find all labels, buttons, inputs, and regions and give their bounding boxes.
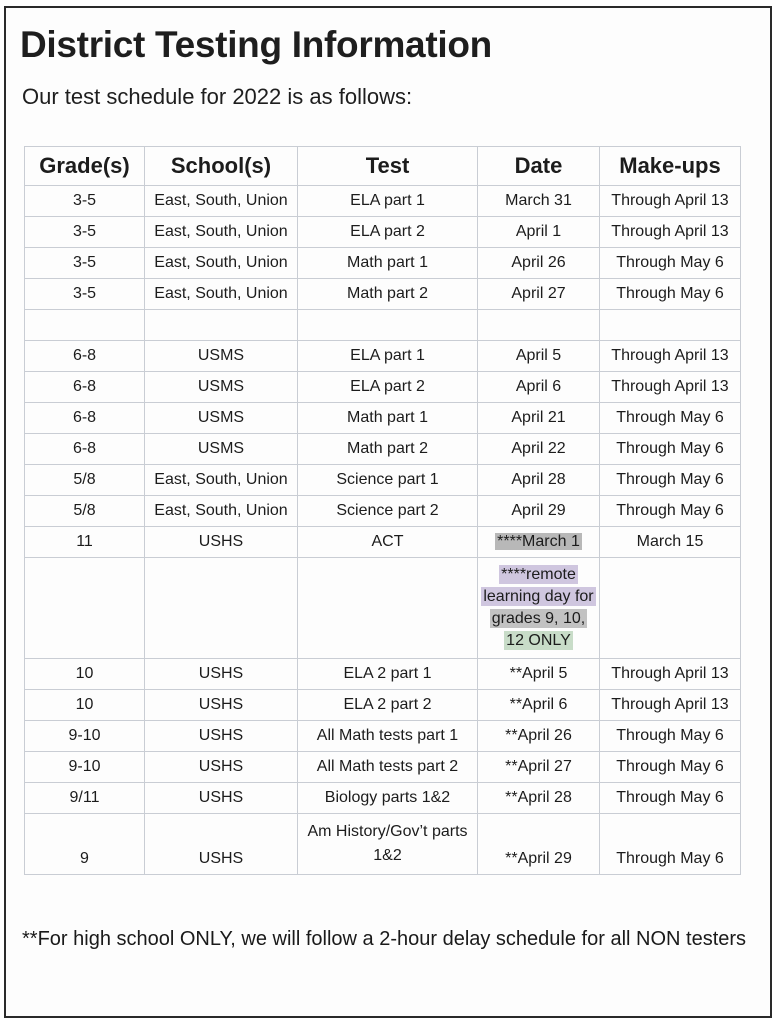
table-row xyxy=(25,752,741,783)
cell-test: ELA 2 part 2 xyxy=(298,690,478,721)
header-schools: School(s) xyxy=(145,147,298,186)
cell-makeups: Through May 6 xyxy=(600,248,741,279)
cell-grade: 9 xyxy=(25,814,145,875)
cell-makeups: Through April 13 xyxy=(600,217,741,248)
header-makeups: Make-ups xyxy=(600,147,741,186)
cell-date: **April 27 xyxy=(478,752,600,783)
cell-test: Science part 2 xyxy=(298,496,478,527)
middle-school-rows xyxy=(25,341,741,527)
cell-date: March 31 xyxy=(478,186,600,217)
cell-date: April 6 xyxy=(478,372,600,403)
cell-makeups: Through April 13 xyxy=(600,186,741,217)
cell-grade: 5/8 xyxy=(25,496,145,527)
cell-grade: 6-8 xyxy=(25,341,145,372)
cell-test: All Math tests part 1 xyxy=(298,721,478,752)
cell-grade: 10 xyxy=(25,659,145,690)
cell-grade: 9/11 xyxy=(25,783,145,814)
cell-makeups: Through April 13 xyxy=(600,372,741,403)
table-row xyxy=(25,721,741,752)
header-test: Test xyxy=(298,147,478,186)
cell-school: USHS xyxy=(145,783,298,814)
cell-makeups: Through May 6 xyxy=(600,814,741,875)
cell-test: ELA 2 part 1 xyxy=(298,659,478,690)
table-row xyxy=(25,527,741,558)
cell-makeups: Through May 6 xyxy=(600,279,741,310)
cell-school: USMS xyxy=(145,403,298,434)
cell-school: USHS xyxy=(145,814,298,875)
cell-grade: 9-10 xyxy=(25,721,145,752)
table-row xyxy=(25,690,741,721)
cell-test: All Math tests part 2 xyxy=(298,752,478,783)
note-line: grades 9, 10, xyxy=(491,610,586,627)
cell-grade: 3-5 xyxy=(25,217,145,248)
cell-school: USHS xyxy=(145,659,298,690)
cell-school: USMS xyxy=(145,434,298,465)
cell-test: Am History/Gov’t parts 1&2 xyxy=(298,814,478,875)
cell-test: ELA part 1 xyxy=(298,186,478,217)
spacer-row xyxy=(25,310,741,341)
act-date-highlight: ****March 1 xyxy=(497,533,580,550)
cell-makeups: Through May 6 xyxy=(600,496,741,527)
cell-test: ELA part 2 xyxy=(298,372,478,403)
note-line: learning day for xyxy=(483,588,594,605)
cell-makeups: Through May 6 xyxy=(600,783,741,814)
remote-learning-note xyxy=(478,558,600,659)
cell-test: ELA part 2 xyxy=(298,217,478,248)
cell-grade: 3-5 xyxy=(25,248,145,279)
table-row xyxy=(25,434,741,465)
header-grades: Grade(s) xyxy=(25,147,145,186)
elementary-rows xyxy=(25,186,741,310)
note-line: 12 ONLY xyxy=(506,632,571,649)
cell-makeups: Through April 13 xyxy=(600,690,741,721)
table-row xyxy=(25,496,741,527)
cell-school: USHS xyxy=(145,752,298,783)
cell-makeups: Through April 13 xyxy=(600,659,741,690)
header-date: Date xyxy=(478,147,600,186)
cell-grade: 3-5 xyxy=(25,279,145,310)
cell-grade: 5/8 xyxy=(25,465,145,496)
cell-grade: 3-5 xyxy=(25,186,145,217)
table-row xyxy=(25,341,741,372)
cell-date xyxy=(478,527,600,558)
cell-school: East, South, Union xyxy=(145,279,298,310)
cell-grade: 6-8 xyxy=(25,403,145,434)
footnote: **For high school ONLY, we will follow a 2-hour delay schedule for all NON testers xyxy=(22,928,747,950)
cell-grade: 10 xyxy=(25,690,145,721)
cell-school: East, South, Union xyxy=(145,465,298,496)
table-row xyxy=(25,814,741,875)
cell-makeups: Through May 6 xyxy=(600,752,741,783)
cell-school: USMS xyxy=(145,372,298,403)
cell-test: Math part 2 xyxy=(298,279,478,310)
table-row xyxy=(25,465,741,496)
cell-school: East, South, Union xyxy=(145,248,298,279)
table-row xyxy=(25,403,741,434)
cell-grade: 11 xyxy=(25,527,145,558)
table-row xyxy=(25,659,741,690)
cell-date: April 27 xyxy=(478,279,600,310)
cell-school: East, South, Union xyxy=(145,186,298,217)
table-header-row xyxy=(25,147,741,186)
cell-date: **April 6 xyxy=(478,690,600,721)
table-row xyxy=(25,186,741,217)
cell-grade: 9-10 xyxy=(25,752,145,783)
cell-date: April 29 xyxy=(478,496,600,527)
cell-test: Science part 1 xyxy=(298,465,478,496)
cell-makeups: Through May 6 xyxy=(600,403,741,434)
cell-makeups: Through May 6 xyxy=(600,721,741,752)
page-subtitle: Our test schedule for 2022 is as follows: xyxy=(22,84,413,109)
cell-makeups: Through April 13 xyxy=(600,341,741,372)
remote-note-row xyxy=(25,558,741,659)
cell-date: April 1 xyxy=(478,217,600,248)
cell-date: **April 29 xyxy=(478,814,600,875)
testing-schedule-table xyxy=(24,146,741,875)
high-school-rows xyxy=(25,659,741,814)
cell-school: USHS xyxy=(145,690,298,721)
cell-date: April 22 xyxy=(478,434,600,465)
cell-school: East, South, Union xyxy=(145,217,298,248)
cell-school: USHS xyxy=(145,721,298,752)
cell-makeups: March 15 xyxy=(600,527,741,558)
cell-test: Math part 1 xyxy=(298,403,478,434)
cell-grade: 6-8 xyxy=(25,372,145,403)
cell-grade: 6-8 xyxy=(25,434,145,465)
table-row xyxy=(25,783,741,814)
table-row xyxy=(25,279,741,310)
cell-makeups: Through May 6 xyxy=(600,465,741,496)
cell-test: Math part 1 xyxy=(298,248,478,279)
cell-date: **April 5 xyxy=(478,659,600,690)
cell-date: **April 28 xyxy=(478,783,600,814)
cell-test: Math part 2 xyxy=(298,434,478,465)
cell-date: April 28 xyxy=(478,465,600,496)
cell-test: Biology parts 1&2 xyxy=(298,783,478,814)
cell-test: ACT xyxy=(298,527,478,558)
cell-test: ELA part 1 xyxy=(298,341,478,372)
cell-school: USMS xyxy=(145,341,298,372)
cell-makeups: Through May 6 xyxy=(600,434,741,465)
cell-school: USHS xyxy=(145,527,298,558)
cell-date: **April 26 xyxy=(478,721,600,752)
table-row xyxy=(25,372,741,403)
cell-school: East, South, Union xyxy=(145,496,298,527)
table-row xyxy=(25,248,741,279)
cell-date: April 26 xyxy=(478,248,600,279)
page-title: District Testing Information xyxy=(20,24,492,65)
cell-date: April 21 xyxy=(478,403,600,434)
note-line: ****remote xyxy=(501,566,576,583)
cell-date: April 5 xyxy=(478,341,600,372)
table-row xyxy=(25,217,741,248)
